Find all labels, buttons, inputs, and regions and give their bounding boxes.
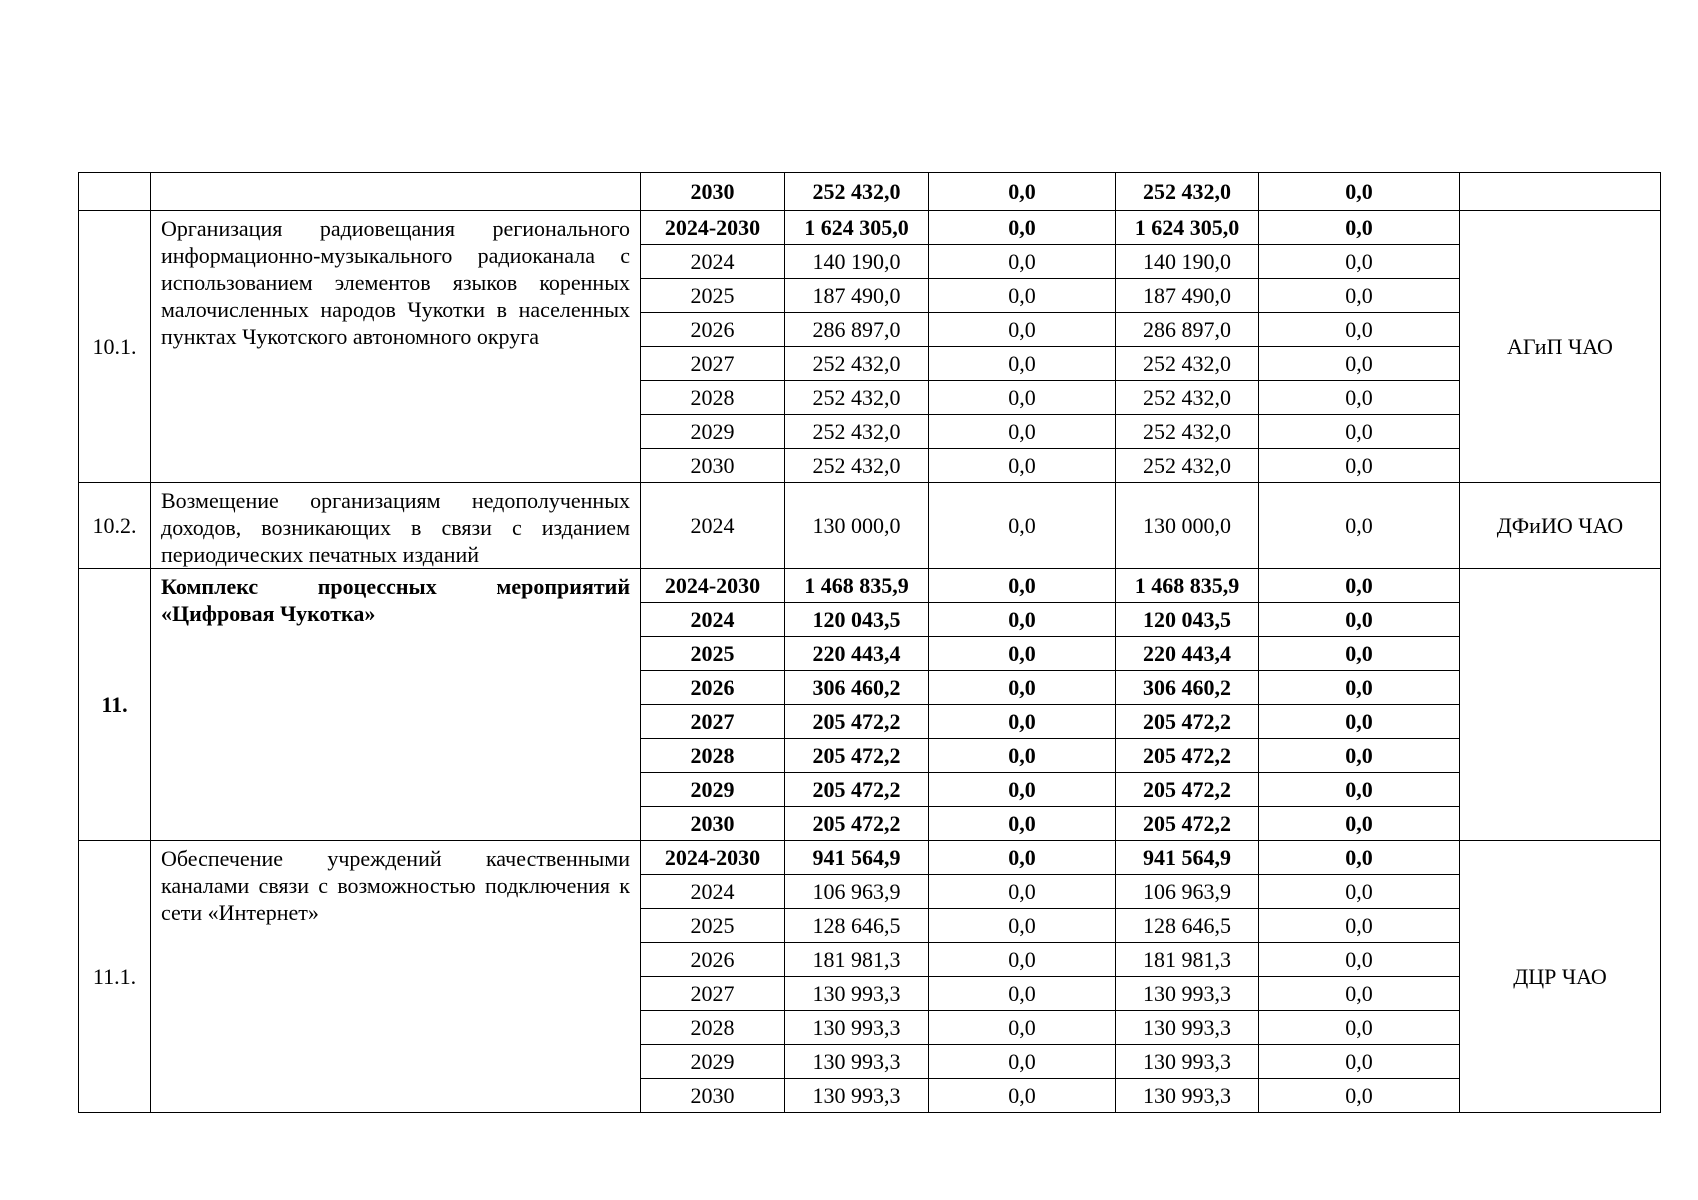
other-sources-cell: 0,0: [1259, 245, 1460, 279]
regional-budget-cell: 120 043,5: [1116, 603, 1259, 637]
responsible-org: [1460, 173, 1661, 211]
federal-budget-cell: 0,0: [929, 841, 1116, 875]
responsible-org: ДФиИО ЧАО: [1460, 483, 1661, 569]
regional-budget-cell: 1 624 305,0: [1116, 211, 1259, 245]
regional-budget-cell: 1 468 835,9: [1116, 569, 1259, 603]
federal-budget-cell: 0,0: [929, 173, 1116, 211]
total-cell: 1 624 305,0: [785, 211, 929, 245]
total-cell: 130 993,3: [785, 1079, 929, 1113]
total-cell: 205 472,2: [785, 773, 929, 807]
other-sources-cell: 0,0: [1259, 1011, 1460, 1045]
regional-budget-cell: 252 432,0: [1116, 449, 1259, 483]
federal-budget-cell: 0,0: [929, 739, 1116, 773]
year-cell: 2026: [641, 943, 785, 977]
regional-budget-cell: 220 443,4: [1116, 637, 1259, 671]
federal-budget-cell: 0,0: [929, 705, 1116, 739]
regional-budget-cell: 130 993,3: [1116, 1079, 1259, 1113]
other-sources-cell: 0,0: [1259, 909, 1460, 943]
federal-budget-cell: 0,0: [929, 603, 1116, 637]
year-cell: 2025: [641, 279, 785, 313]
total-cell: 941 564,9: [785, 841, 929, 875]
total-cell: 128 646,5: [785, 909, 929, 943]
total-cell: 140 190,0: [785, 245, 929, 279]
item-name: Возмещение организациям недополученных доходов, возникающих в связи с изданием периодических печатных изданий: [151, 483, 641, 569]
year-cell: 2027: [641, 977, 785, 1011]
other-sources-cell: 0,0: [1259, 1079, 1460, 1113]
item-number: 10.2.: [79, 483, 151, 569]
regional-budget-cell: 130 993,3: [1116, 1045, 1259, 1079]
federal-budget-cell: 0,0: [929, 1079, 1116, 1113]
other-sources-cell: 0,0: [1259, 671, 1460, 705]
year-cell: 2030: [641, 1079, 785, 1113]
year-cell: 2024: [641, 483, 785, 569]
year-cell: 2027: [641, 347, 785, 381]
responsible-org: АГиП ЧАО: [1460, 211, 1661, 483]
year-cell: 2026: [641, 671, 785, 705]
year-cell: 2027: [641, 705, 785, 739]
other-sources-cell: 0,0: [1259, 313, 1460, 347]
regional-budget-cell: 205 472,2: [1116, 739, 1259, 773]
federal-budget-cell: 0,0: [929, 1011, 1116, 1045]
total-cell: 306 460,2: [785, 671, 929, 705]
total-cell: 252 432,0: [785, 415, 929, 449]
year-cell: 2029: [641, 1045, 785, 1079]
other-sources-cell: 0,0: [1259, 483, 1460, 569]
item-number: 11.: [79, 569, 151, 841]
table-body: [79, 173, 1661, 1113]
federal-budget-cell: 0,0: [929, 347, 1116, 381]
year-cell: 2024-2030: [641, 841, 785, 875]
year-cell: 2028: [641, 381, 785, 415]
regional-budget-cell: 181 981,3: [1116, 943, 1259, 977]
total-cell: 130 993,3: [785, 1045, 929, 1079]
other-sources-cell: 0,0: [1259, 705, 1460, 739]
responsible-org: ДЦР ЧАО: [1460, 841, 1661, 1113]
other-sources-cell: 0,0: [1259, 449, 1460, 483]
item-name: Комплекс процессных мероприятий «Цифровая Чукотка»: [151, 569, 641, 841]
year-cell: 2024: [641, 875, 785, 909]
other-sources-cell: 0,0: [1259, 211, 1460, 245]
regional-budget-cell: 252 432,0: [1116, 415, 1259, 449]
item-name: Обеспечение учреждений качественными каналами связи с возможностью подключения к сети «Интернет»: [151, 841, 641, 1113]
regional-budget-cell: 187 490,0: [1116, 279, 1259, 313]
other-sources-cell: 0,0: [1259, 739, 1460, 773]
regional-budget-cell: 130 993,3: [1116, 977, 1259, 1011]
regional-budget-cell: 130 993,3: [1116, 1011, 1259, 1045]
federal-budget-cell: 0,0: [929, 483, 1116, 569]
year-cell: 2025: [641, 909, 785, 943]
regional-budget-cell: 941 564,9: [1116, 841, 1259, 875]
regional-budget-cell: 252 432,0: [1116, 381, 1259, 415]
year-cell: 2028: [641, 1011, 785, 1045]
total-cell: 205 472,2: [785, 739, 929, 773]
item-number: 11.1.: [79, 841, 151, 1113]
table-row: [79, 569, 1661, 603]
federal-budget-cell: 0,0: [929, 415, 1116, 449]
item-number: 10.1.: [79, 211, 151, 483]
regional-budget-cell: 306 460,2: [1116, 671, 1259, 705]
item-name: [151, 173, 641, 211]
year-cell: 2029: [641, 773, 785, 807]
other-sources-cell: 0,0: [1259, 875, 1460, 909]
total-cell: 252 432,0: [785, 381, 929, 415]
item-number: [79, 173, 151, 211]
other-sources-cell: 0,0: [1259, 773, 1460, 807]
total-cell: 120 043,5: [785, 603, 929, 637]
responsible-org: [1460, 569, 1661, 841]
table-row: [79, 211, 1661, 245]
year-cell: 2026: [641, 313, 785, 347]
table-row: [79, 841, 1661, 875]
federal-budget-cell: 0,0: [929, 773, 1116, 807]
table-row: [79, 483, 1661, 569]
regional-budget-cell: 252 432,0: [1116, 173, 1259, 211]
year-cell: 2024-2030: [641, 569, 785, 603]
total-cell: 130 993,3: [785, 1011, 929, 1045]
other-sources-cell: 0,0: [1259, 569, 1460, 603]
total-cell: 205 472,2: [785, 705, 929, 739]
other-sources-cell: 0,0: [1259, 381, 1460, 415]
year-cell: 2024: [641, 245, 785, 279]
federal-budget-cell: 0,0: [929, 977, 1116, 1011]
year-cell: 2024-2030: [641, 211, 785, 245]
regional-budget-cell: 128 646,5: [1116, 909, 1259, 943]
year-cell: 2029: [641, 415, 785, 449]
total-cell: 181 981,3: [785, 943, 929, 977]
total-cell: 130 000,0: [785, 483, 929, 569]
federal-budget-cell: 0,0: [929, 909, 1116, 943]
year-cell: 2024: [641, 603, 785, 637]
budget-table: [78, 172, 1661, 1113]
regional-budget-cell: 286 897,0: [1116, 313, 1259, 347]
total-cell: 220 443,4: [785, 637, 929, 671]
federal-budget-cell: 0,0: [929, 449, 1116, 483]
federal-budget-cell: 0,0: [929, 943, 1116, 977]
federal-budget-cell: 0,0: [929, 279, 1116, 313]
year-cell: 2030: [641, 449, 785, 483]
total-cell: 252 432,0: [785, 449, 929, 483]
regional-budget-cell: 205 472,2: [1116, 807, 1259, 841]
federal-budget-cell: 0,0: [929, 875, 1116, 909]
other-sources-cell: 0,0: [1259, 841, 1460, 875]
item-name: Организация радиовещания регионального информационно-музыкального радиоканала с использованием элементов языков коренных малочисленных народов Чукотки в населенных пунктах Чукотского автономного округа: [151, 211, 641, 483]
regional-budget-cell: 252 432,0: [1116, 347, 1259, 381]
other-sources-cell: 0,0: [1259, 415, 1460, 449]
federal-budget-cell: 0,0: [929, 1045, 1116, 1079]
year-cell: 2030: [641, 807, 785, 841]
regional-budget-cell: 205 472,2: [1116, 773, 1259, 807]
federal-budget-cell: 0,0: [929, 381, 1116, 415]
federal-budget-cell: 0,0: [929, 807, 1116, 841]
federal-budget-cell: 0,0: [929, 313, 1116, 347]
other-sources-cell: 0,0: [1259, 977, 1460, 1011]
total-cell: 205 472,2: [785, 807, 929, 841]
other-sources-cell: 0,0: [1259, 173, 1460, 211]
other-sources-cell: 0,0: [1259, 637, 1460, 671]
total-cell: 252 432,0: [785, 173, 929, 211]
total-cell: 1 468 835,9: [785, 569, 929, 603]
federal-budget-cell: 0,0: [929, 569, 1116, 603]
regional-budget-cell: 130 000,0: [1116, 483, 1259, 569]
other-sources-cell: 0,0: [1259, 807, 1460, 841]
year-cell: 2028: [641, 739, 785, 773]
federal-budget-cell: 0,0: [929, 245, 1116, 279]
year-cell: 2030: [641, 173, 785, 211]
total-cell: 286 897,0: [785, 313, 929, 347]
regional-budget-cell: 140 190,0: [1116, 245, 1259, 279]
total-cell: 187 490,0: [785, 279, 929, 313]
regional-budget-cell: 106 963,9: [1116, 875, 1259, 909]
federal-budget-cell: 0,0: [929, 211, 1116, 245]
total-cell: 106 963,9: [785, 875, 929, 909]
other-sources-cell: 0,0: [1259, 1045, 1460, 1079]
total-cell: 130 993,3: [785, 977, 929, 1011]
other-sources-cell: 0,0: [1259, 943, 1460, 977]
year-cell: 2025: [641, 637, 785, 671]
other-sources-cell: 0,0: [1259, 279, 1460, 313]
other-sources-cell: 0,0: [1259, 347, 1460, 381]
regional-budget-cell: 205 472,2: [1116, 705, 1259, 739]
federal-budget-cell: 0,0: [929, 637, 1116, 671]
table-row: [79, 173, 1661, 211]
other-sources-cell: 0,0: [1259, 603, 1460, 637]
federal-budget-cell: 0,0: [929, 671, 1116, 705]
total-cell: 252 432,0: [785, 347, 929, 381]
